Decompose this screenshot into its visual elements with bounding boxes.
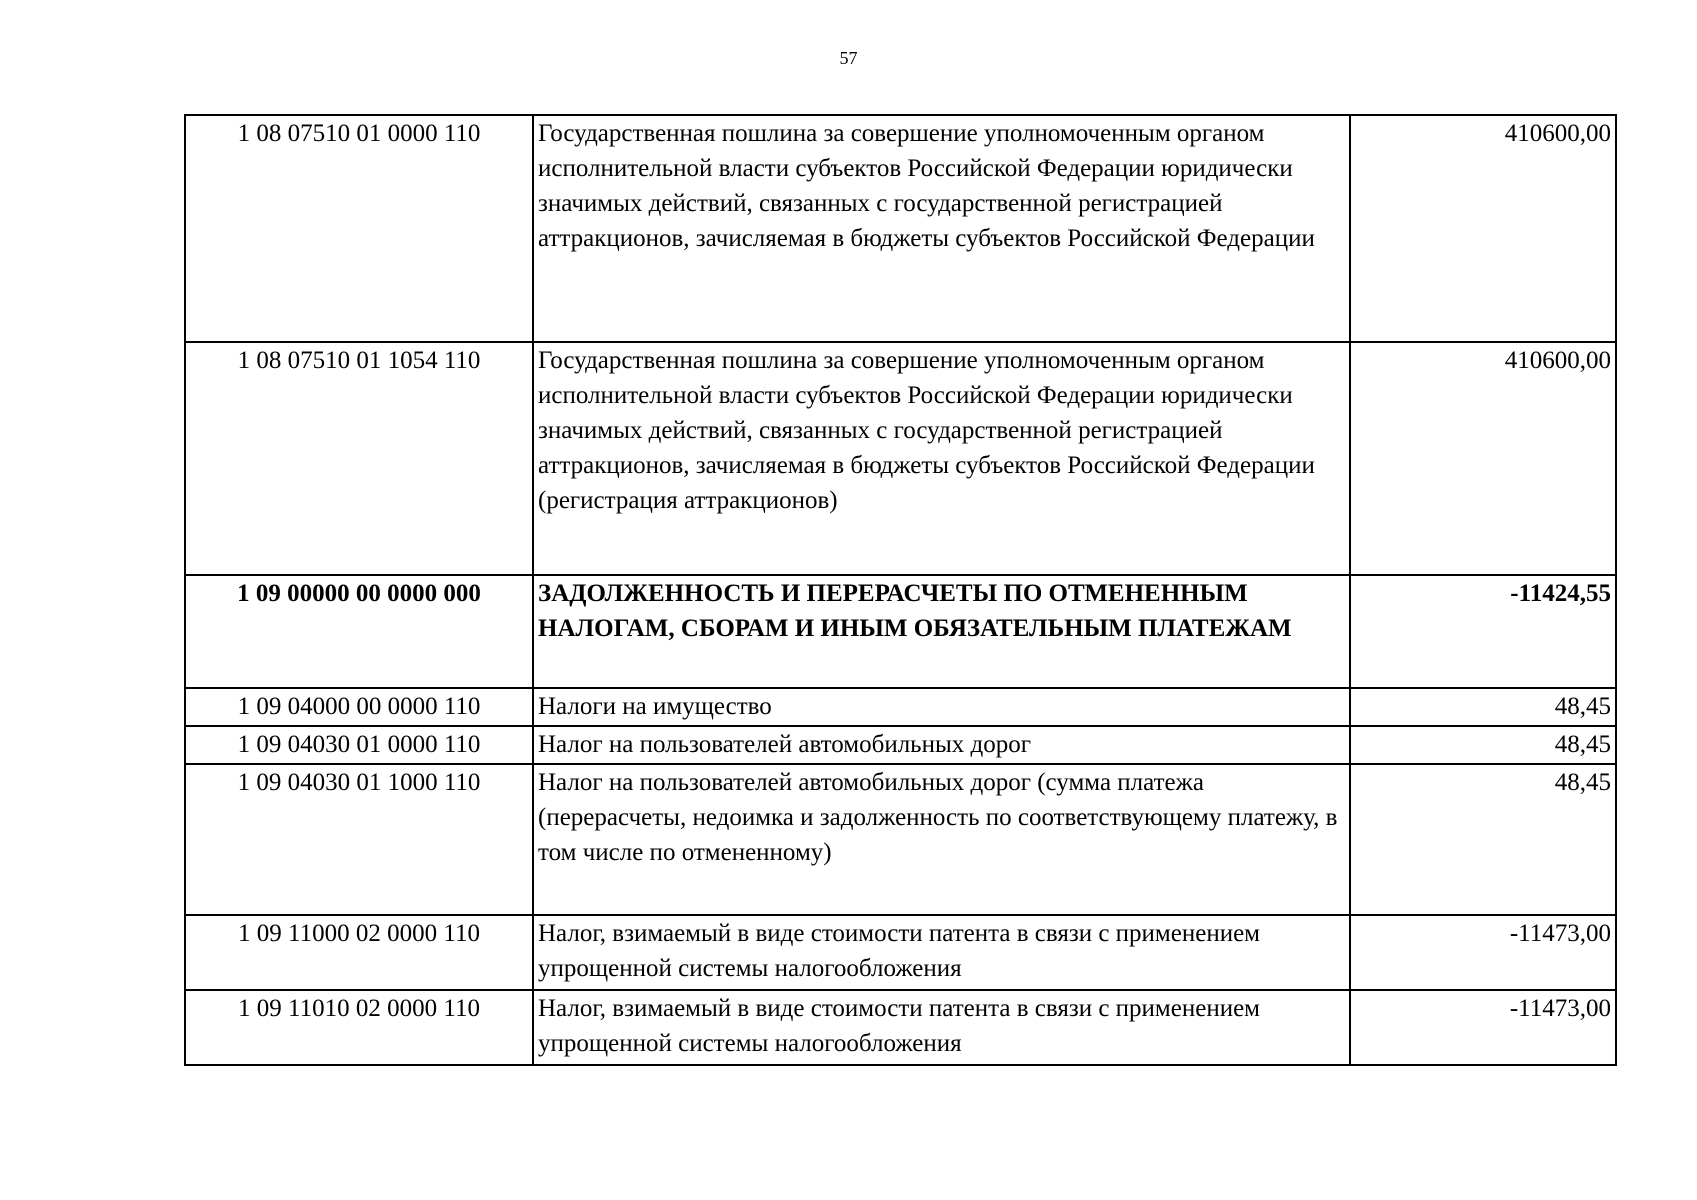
row-description: Налог, взимаемый в виде стоимости патента в связи с применением упрощенной системы налогообложения <box>533 915 1350 990</box>
row-amount: 48,45 <box>1350 726 1616 764</box>
row-description: Государственная пошлина за совершение уполномоченным органом исполнительной власти субъектов Российской Федерации юридически значимых действий, связанных с государственной регистрацией аттракционов, зачисляемая в бюджеты субъектов Российской Федерации <box>533 115 1350 342</box>
row-code: 1 08 07510 01 1054 110 <box>185 342 533 575</box>
row-amount: -11473,00 <box>1350 915 1616 990</box>
row-description: Налог на пользователей автомобильных дорог (сумма платежа (перерасчеты, недоимка и задолженность по соответствующему платежу, в том числе по отмененному) <box>533 764 1350 915</box>
table-row-section <box>185 575 1616 688</box>
table-row <box>185 990 1616 1065</box>
row-code: 1 09 04000 00 0000 110 <box>185 688 533 726</box>
table-row <box>185 726 1616 764</box>
table-row <box>185 764 1616 915</box>
row-code: 1 09 04030 01 0000 110 <box>185 726 533 764</box>
row-amount: 48,45 <box>1350 688 1616 726</box>
table-row <box>185 688 1616 726</box>
table-row <box>185 915 1616 990</box>
row-code: 1 09 11010 02 0000 110 <box>185 990 533 1065</box>
row-description: Налог, взимаемый в виде стоимости патента в связи с применением упрощенной системы налогообложения <box>533 990 1350 1065</box>
row-code: 1 08 07510 01 0000 110 <box>185 115 533 342</box>
row-amount: 410600,00 <box>1350 115 1616 342</box>
row-description: Налоги на имущество <box>533 688 1350 726</box>
table-row <box>185 342 1616 575</box>
row-description: Налог на пользователей автомобильных дорог <box>533 726 1350 764</box>
row-amount: -11473,00 <box>1350 990 1616 1065</box>
row-amount: -11424,55 <box>1350 575 1616 688</box>
row-description: Государственная пошлина за совершение уполномоченным органом исполнительной власти субъектов Российской Федерации юридически значимых действий, связанных с государственной регистрацией аттракционов, зачисляемая в бюджеты субъектов Российской Федерации (регистрация аттракционов) <box>533 342 1350 575</box>
row-amount: 410600,00 <box>1350 342 1616 575</box>
row-code: 1 09 04030 01 1000 110 <box>185 764 533 915</box>
row-code: 1 09 00000 00 0000 000 <box>185 575 533 688</box>
row-code: 1 09 11000 02 0000 110 <box>185 915 533 990</box>
page-number: 57 <box>839 48 858 68</box>
budget-table <box>184 114 1617 1066</box>
row-amount: 48,45 <box>1350 764 1616 915</box>
table-row <box>185 115 1616 342</box>
row-description: ЗАДОЛЖЕННОСТЬ И ПЕРЕРАСЧЕТЫ ПО ОТМЕНЕННЫМ НАЛОГАМ, СБОРАМ И ИНЫМ ОБЯЗАТЕЛЬНЫМ ПЛАТЕЖАМ <box>533 575 1350 688</box>
